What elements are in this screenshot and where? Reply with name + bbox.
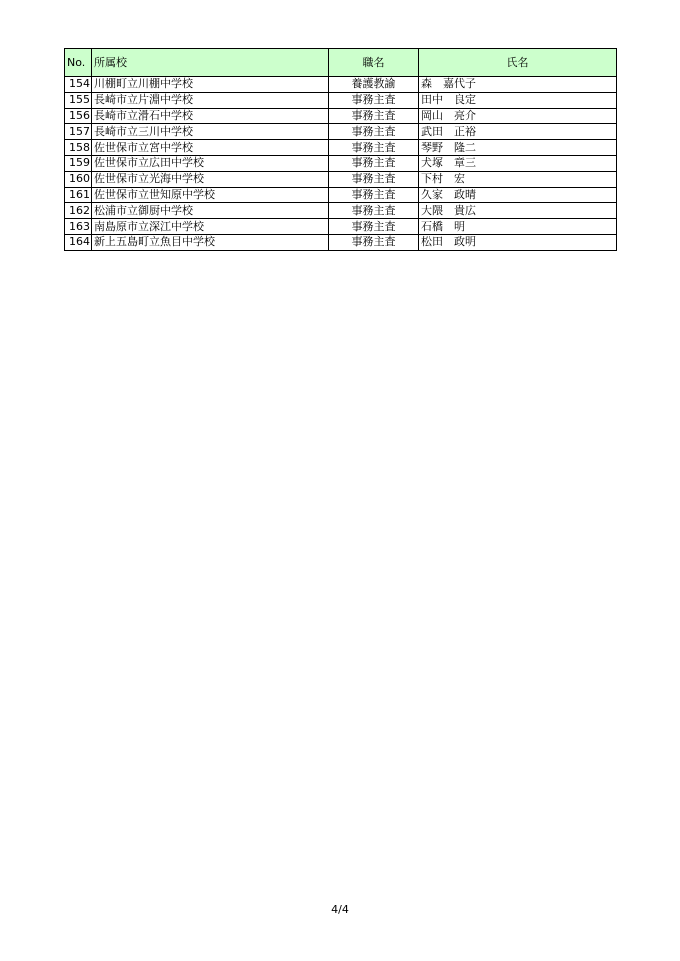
school-cell: 南島原市立深江中学校: [92, 219, 329, 235]
person-name-cell: 犬塚 章三: [419, 155, 617, 171]
job-title-cell: 事務主査: [329, 140, 419, 156]
table-body: [65, 77, 617, 251]
table-row: [65, 155, 617, 171]
school-cell: 長崎市立片淵中学校: [92, 92, 329, 108]
job-title-cell: 事務主査: [329, 187, 419, 203]
table-row: [65, 108, 617, 124]
header-no: No.: [65, 49, 92, 77]
person-name-cell: 岡山 亮介: [419, 108, 617, 124]
school-cell: 長崎市立三川中学校: [92, 124, 329, 140]
header-title: 職名: [329, 49, 419, 77]
staff-table: [64, 48, 617, 251]
person-name-cell: 下村 宏: [419, 171, 617, 187]
row-number: 154: [65, 77, 92, 93]
school-cell: 川棚町立川棚中学校: [92, 77, 329, 93]
table-row: [65, 171, 617, 187]
page-number: 4/4: [331, 903, 349, 916]
school-cell: 長崎市立滑石中学校: [92, 108, 329, 124]
header-school: 所属校: [92, 49, 329, 77]
row-number: 157: [65, 124, 92, 140]
table-row: [65, 203, 617, 219]
row-number: 156: [65, 108, 92, 124]
school-cell: 松浦市立御厨中学校: [92, 203, 329, 219]
job-title-cell: 養護教諭: [329, 77, 419, 93]
row-number: 161: [65, 187, 92, 203]
row-number: 155: [65, 92, 92, 108]
row-number: 158: [65, 140, 92, 156]
job-title-cell: 事務主査: [329, 219, 419, 235]
school-cell: 佐世保市立光海中学校: [92, 171, 329, 187]
school-cell: 佐世保市立広田中学校: [92, 155, 329, 171]
person-name-cell: 大隈 貴広: [419, 203, 617, 219]
person-name-cell: 田中 良定: [419, 92, 617, 108]
person-name-cell: 琴野 隆二: [419, 140, 617, 156]
table-row: [65, 124, 617, 140]
school-cell: 佐世保市立宮中学校: [92, 140, 329, 156]
table-row: [65, 234, 617, 250]
school-cell: 佐世保市立世知原中学校: [92, 187, 329, 203]
row-number: 159: [65, 155, 92, 171]
job-title-cell: 事務主査: [329, 92, 419, 108]
table-row: [65, 140, 617, 156]
job-title-cell: 事務主査: [329, 171, 419, 187]
table-header: [65, 49, 617, 77]
header-name: 氏名: [419, 49, 617, 77]
table-row: [65, 219, 617, 235]
job-title-cell: 事務主査: [329, 124, 419, 140]
person-name-cell: 武田 正裕: [419, 124, 617, 140]
row-number: 164: [65, 234, 92, 250]
person-name-cell: 石橋 明: [419, 219, 617, 235]
row-number: 162: [65, 203, 92, 219]
table-row: [65, 92, 617, 108]
table-row: [65, 187, 617, 203]
person-name-cell: 久家 政晴: [419, 187, 617, 203]
person-name-cell: 森 嘉代子: [419, 77, 617, 93]
job-title-cell: 事務主査: [329, 108, 419, 124]
header-row: [65, 49, 617, 77]
job-title-cell: 事務主査: [329, 234, 419, 250]
row-number: 160: [65, 171, 92, 187]
job-title-cell: 事務主査: [329, 155, 419, 171]
row-number: 163: [65, 219, 92, 235]
table-row: [65, 77, 617, 93]
job-title-cell: 事務主査: [329, 203, 419, 219]
school-cell: 新上五島町立魚目中学校: [92, 234, 329, 250]
person-name-cell: 松田 政明: [419, 234, 617, 250]
